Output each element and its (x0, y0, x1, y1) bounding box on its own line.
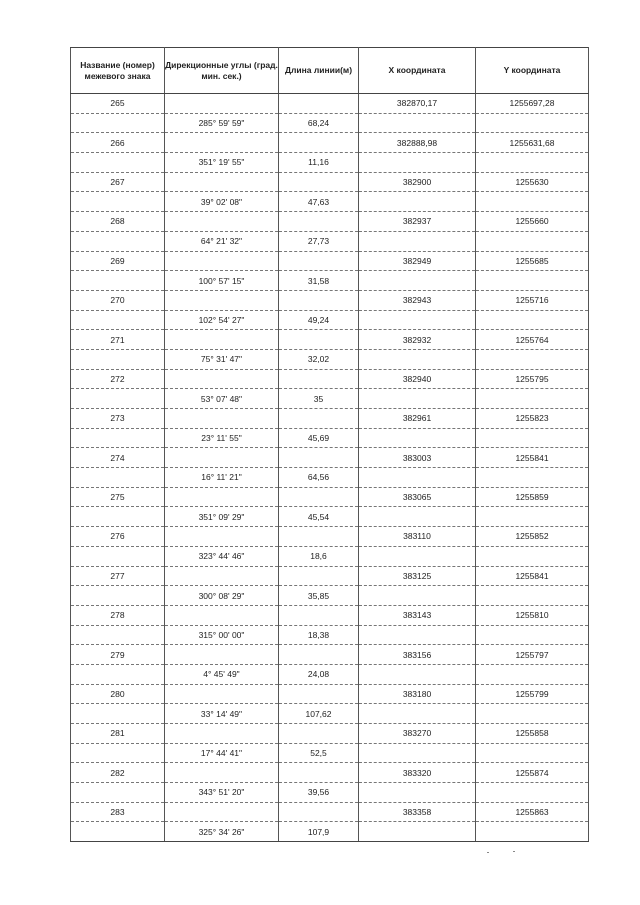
angle-cell-empty (165, 290, 279, 310)
table-row-segment (71, 231, 589, 251)
point-name: 273 (71, 409, 165, 429)
table-row-point (71, 527, 589, 547)
name-cell-empty (71, 349, 165, 369)
angle-cell-empty (165, 448, 279, 468)
direction-angle: 17° 44' 41" (165, 743, 279, 763)
table-row-point (71, 212, 589, 232)
table-row-segment (71, 625, 589, 645)
line-length: 27,73 (279, 231, 359, 251)
angle-cell-empty (165, 763, 279, 783)
point-name: 266 (71, 133, 165, 153)
x-cell-empty (359, 192, 476, 212)
table-row-point (71, 645, 589, 665)
name-cell-empty (71, 231, 165, 251)
length-cell-empty (279, 645, 359, 665)
direction-angle: 323° 44' 46" (165, 546, 279, 566)
y-coordinate: 1255874 (476, 763, 589, 783)
name-cell-empty (71, 625, 165, 645)
angle-cell-empty (165, 605, 279, 625)
line-length: 24,08 (279, 664, 359, 684)
y-coordinate: 1255810 (476, 605, 589, 625)
length-cell-empty (279, 487, 359, 507)
y-cell-empty (476, 271, 589, 291)
header-direction-angle: Дирекционные углы (град. мин. сек.) (165, 48, 279, 94)
table-row-point (71, 684, 589, 704)
y-coordinate: 1255795 (476, 369, 589, 389)
x-cell-empty (359, 704, 476, 724)
x-cell-empty (359, 468, 476, 488)
x-coordinate: 382961 (359, 409, 476, 429)
line-length: 107,62 (279, 704, 359, 724)
x-cell-empty (359, 310, 476, 330)
y-cell-empty (476, 349, 589, 369)
y-coordinate: 1255716 (476, 290, 589, 310)
name-cell-empty (71, 389, 165, 409)
table-row-segment (71, 704, 589, 724)
direction-angle: 100° 57' 15" (165, 271, 279, 291)
line-length: 35 (279, 389, 359, 409)
name-cell-empty (71, 428, 165, 448)
angle-cell-empty (165, 251, 279, 271)
table-row-segment (71, 822, 589, 842)
point-name: 283 (71, 802, 165, 822)
x-cell-empty (359, 743, 476, 763)
x-coordinate: 383156 (359, 645, 476, 665)
angle-cell-empty (165, 527, 279, 547)
table-row-segment (71, 349, 589, 369)
x-coordinate: 383270 (359, 724, 476, 744)
length-cell-empty (279, 802, 359, 822)
point-name: 279 (71, 645, 165, 665)
x-cell-empty (359, 389, 476, 409)
x-coordinate: 382943 (359, 290, 476, 310)
table-row-point (71, 605, 589, 625)
name-cell-empty (71, 743, 165, 763)
table-row-point (71, 172, 589, 192)
direction-angle: 75° 31' 47" (165, 349, 279, 369)
name-cell-empty (71, 468, 165, 488)
x-cell-empty (359, 586, 476, 606)
table-row-point (71, 409, 589, 429)
length-cell-empty (279, 527, 359, 547)
scan-speck (513, 851, 515, 852)
table-row-segment (71, 113, 589, 133)
name-cell-empty (71, 507, 165, 527)
table-row-segment (71, 153, 589, 173)
name-cell-empty (71, 704, 165, 724)
line-length: 18,38 (279, 625, 359, 645)
table-row-point (71, 251, 589, 271)
direction-angle: 285° 59' 59" (165, 113, 279, 133)
x-coordinate: 383003 (359, 448, 476, 468)
table-row-point (71, 94, 589, 114)
line-length: 11,16 (279, 153, 359, 173)
direction-angle: 4° 45' 49" (165, 664, 279, 684)
header-x-coordinate: X координата (359, 48, 476, 94)
point-name: 272 (71, 369, 165, 389)
name-cell-empty (71, 586, 165, 606)
line-length: 18,6 (279, 546, 359, 566)
y-cell-empty (476, 586, 589, 606)
scan-speck (487, 852, 489, 853)
name-cell-empty (71, 271, 165, 291)
line-length: 64,56 (279, 468, 359, 488)
point-name: 278 (71, 605, 165, 625)
direction-angle: 300° 08' 29" (165, 586, 279, 606)
direction-angle: 102° 54' 27" (165, 310, 279, 330)
line-length: 35,85 (279, 586, 359, 606)
table-row-segment (71, 389, 589, 409)
x-cell-empty (359, 822, 476, 842)
line-length: 31,58 (279, 271, 359, 291)
angle-cell-empty (165, 133, 279, 153)
point-name: 281 (71, 724, 165, 744)
x-coordinate: 382888,98 (359, 133, 476, 153)
table-row-point (71, 763, 589, 783)
name-cell-empty (71, 153, 165, 173)
length-cell-empty (279, 290, 359, 310)
y-cell-empty (476, 664, 589, 684)
x-cell-empty (359, 349, 476, 369)
x-cell-empty (359, 153, 476, 173)
table-row-point (71, 566, 589, 586)
direction-angle: 315° 00' 00" (165, 625, 279, 645)
table-row-segment (71, 271, 589, 291)
length-cell-empty (279, 724, 359, 744)
point-name: 276 (71, 527, 165, 547)
length-cell-empty (279, 684, 359, 704)
table-row-point (71, 369, 589, 389)
angle-cell-empty (165, 94, 279, 114)
line-length: 32,02 (279, 349, 359, 369)
x-cell-empty (359, 783, 476, 803)
coordinate-table-page (70, 47, 588, 842)
table-row-segment (71, 192, 589, 212)
y-coordinate: 1255764 (476, 330, 589, 350)
y-cell-empty (476, 428, 589, 448)
direction-angle: 343° 51' 20" (165, 783, 279, 803)
name-cell-empty (71, 822, 165, 842)
name-cell-empty (71, 113, 165, 133)
point-name: 282 (71, 763, 165, 783)
direction-angle: 53° 07' 48" (165, 389, 279, 409)
header-line-length: Длина линии(м) (279, 48, 359, 94)
point-name: 275 (71, 487, 165, 507)
point-name: 274 (71, 448, 165, 468)
y-cell-empty (476, 743, 589, 763)
length-cell-empty (279, 763, 359, 783)
y-cell-empty (476, 507, 589, 527)
point-name: 265 (71, 94, 165, 114)
x-cell-empty (359, 507, 476, 527)
y-coordinate: 1255863 (476, 802, 589, 822)
y-coordinate: 1255841 (476, 448, 589, 468)
point-name: 268 (71, 212, 165, 232)
y-coordinate: 1255630 (476, 172, 589, 192)
y-coordinate: 1255797 (476, 645, 589, 665)
name-cell-empty (71, 192, 165, 212)
name-cell-empty (71, 310, 165, 330)
direction-angle: 64° 21' 32" (165, 231, 279, 251)
x-cell-empty (359, 113, 476, 133)
direction-angle: 39° 02' 08" (165, 192, 279, 212)
name-cell-empty (71, 664, 165, 684)
y-coordinate: 1255660 (476, 212, 589, 232)
y-coordinate: 1255858 (476, 724, 589, 744)
y-cell-empty (476, 113, 589, 133)
table-row-segment (71, 743, 589, 763)
y-cell-empty (476, 704, 589, 724)
line-length: 39,56 (279, 783, 359, 803)
table-row-segment (71, 783, 589, 803)
x-coordinate: 382932 (359, 330, 476, 350)
y-cell-empty (476, 822, 589, 842)
y-cell-empty (476, 192, 589, 212)
angle-cell-empty (165, 684, 279, 704)
x-coordinate: 383358 (359, 802, 476, 822)
angle-cell-empty (165, 645, 279, 665)
table-row-segment (71, 310, 589, 330)
y-coordinate: 1255823 (476, 409, 589, 429)
table-row-point (71, 133, 589, 153)
boundary-coordinates-table (70, 47, 589, 842)
table-row-segment (71, 546, 589, 566)
line-length: 45,54 (279, 507, 359, 527)
angle-cell-empty (165, 212, 279, 232)
table-header-row (71, 48, 589, 94)
point-name: 270 (71, 290, 165, 310)
table-row-segment (71, 468, 589, 488)
table-row-point (71, 448, 589, 468)
table-row-point (71, 487, 589, 507)
length-cell-empty (279, 566, 359, 586)
length-cell-empty (279, 94, 359, 114)
length-cell-empty (279, 330, 359, 350)
direction-angle: 351° 09' 29" (165, 507, 279, 527)
y-coordinate: 1255631,68 (476, 133, 589, 153)
point-name: 280 (71, 684, 165, 704)
length-cell-empty (279, 605, 359, 625)
x-coordinate: 382870,17 (359, 94, 476, 114)
x-coordinate: 382949 (359, 251, 476, 271)
length-cell-empty (279, 409, 359, 429)
x-cell-empty (359, 271, 476, 291)
y-coordinate: 1255859 (476, 487, 589, 507)
length-cell-empty (279, 133, 359, 153)
point-name: 277 (71, 566, 165, 586)
angle-cell-empty (165, 487, 279, 507)
header-point-name: Название (номер) межевого знака (71, 48, 165, 94)
point-name: 267 (71, 172, 165, 192)
table-row-segment (71, 507, 589, 527)
direction-angle: 33° 14' 49" (165, 704, 279, 724)
x-cell-empty (359, 231, 476, 251)
x-coordinate: 383143 (359, 605, 476, 625)
angle-cell-empty (165, 802, 279, 822)
y-cell-empty (476, 231, 589, 251)
y-cell-empty (476, 310, 589, 330)
y-cell-empty (476, 389, 589, 409)
table-row-point (71, 724, 589, 744)
table-row-point (71, 330, 589, 350)
table-row-point (71, 290, 589, 310)
y-coordinate: 1255852 (476, 527, 589, 547)
length-cell-empty (279, 172, 359, 192)
y-cell-empty (476, 153, 589, 173)
x-cell-empty (359, 546, 476, 566)
x-cell-empty (359, 664, 476, 684)
x-coordinate: 383320 (359, 763, 476, 783)
y-cell-empty (476, 783, 589, 803)
direction-angle: 351° 19' 55" (165, 153, 279, 173)
x-coordinate: 382900 (359, 172, 476, 192)
direction-angle: 325° 34' 26" (165, 822, 279, 842)
point-name: 271 (71, 330, 165, 350)
direction-angle: 16° 11' 21" (165, 468, 279, 488)
line-length: 47,63 (279, 192, 359, 212)
x-coordinate: 382937 (359, 212, 476, 232)
length-cell-empty (279, 448, 359, 468)
table-row-point (71, 802, 589, 822)
y-coordinate: 1255841 (476, 566, 589, 586)
length-cell-empty (279, 369, 359, 389)
angle-cell-empty (165, 172, 279, 192)
x-coordinate: 382940 (359, 369, 476, 389)
y-cell-empty (476, 468, 589, 488)
header-y-coordinate: Y координата (476, 48, 589, 94)
x-coordinate: 383110 (359, 527, 476, 547)
point-name: 269 (71, 251, 165, 271)
x-coordinate: 383180 (359, 684, 476, 704)
table-row-segment (71, 586, 589, 606)
line-length: 107,9 (279, 822, 359, 842)
x-cell-empty (359, 625, 476, 645)
name-cell-empty (71, 783, 165, 803)
angle-cell-empty (165, 566, 279, 586)
angle-cell-empty (165, 369, 279, 389)
line-length: 52,5 (279, 743, 359, 763)
angle-cell-empty (165, 330, 279, 350)
y-cell-empty (476, 546, 589, 566)
direction-angle: 23° 11' 55" (165, 428, 279, 448)
angle-cell-empty (165, 409, 279, 429)
y-coordinate: 1255697,28 (476, 94, 589, 114)
angle-cell-empty (165, 724, 279, 744)
table-body (71, 94, 589, 842)
line-length: 45,69 (279, 428, 359, 448)
x-cell-empty (359, 428, 476, 448)
table-row-segment (71, 664, 589, 684)
x-coordinate: 383065 (359, 487, 476, 507)
line-length: 68,24 (279, 113, 359, 133)
length-cell-empty (279, 212, 359, 232)
x-coordinate: 383125 (359, 566, 476, 586)
y-coordinate: 1255799 (476, 684, 589, 704)
y-coordinate: 1255685 (476, 251, 589, 271)
line-length: 49,24 (279, 310, 359, 330)
name-cell-empty (71, 546, 165, 566)
y-cell-empty (476, 625, 589, 645)
length-cell-empty (279, 251, 359, 271)
table-row-segment (71, 428, 589, 448)
